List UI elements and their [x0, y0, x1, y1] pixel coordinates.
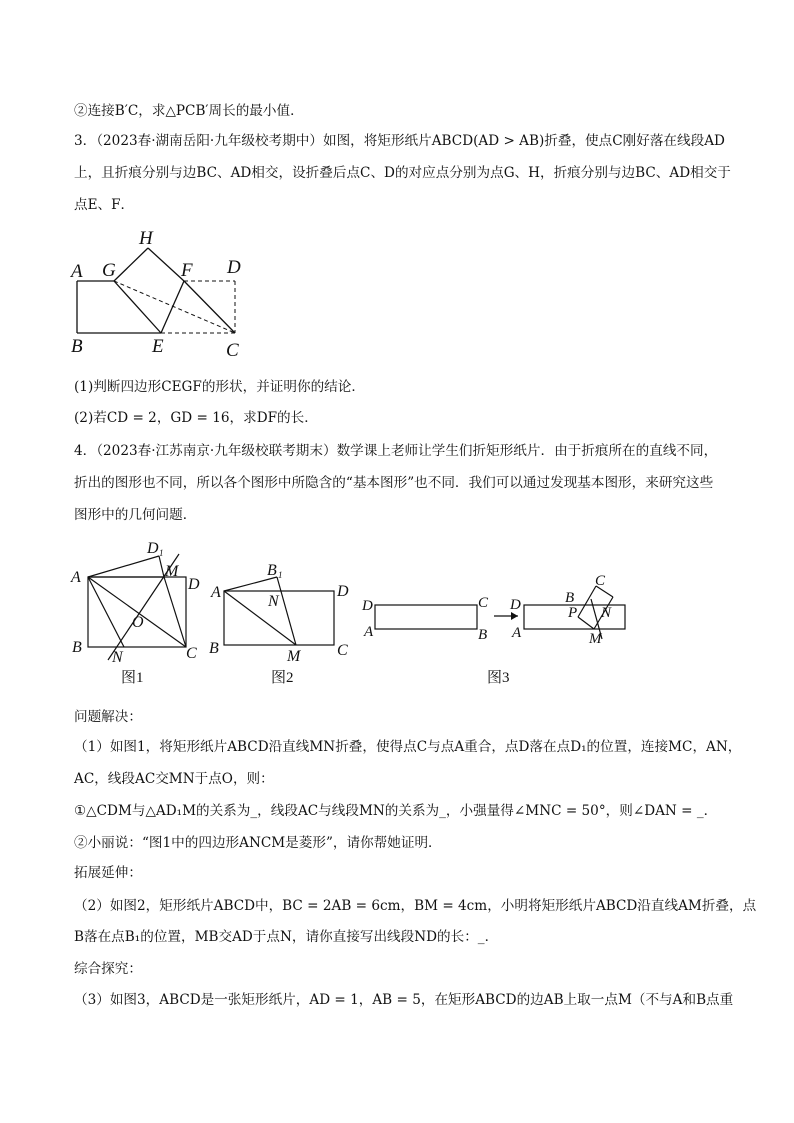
fig2-label-C: C [337, 642, 348, 659]
text-line-14: ②小丽说：“图1中的四边形ANCM是菱形”，请你帮她证明． [74, 835, 442, 851]
text-line-16: （2）如图2，矩形纸片ABCD中，BC = 2AB = 6cm，BM = 4cm，小明将矩形纸片ABCD沿直线AM折叠，点 [74, 898, 757, 914]
fig2-label-B: B [209, 640, 219, 657]
fig-q3-label-A: A [71, 261, 83, 282]
fig3-right-label-N: N [601, 605, 612, 621]
fig2-label-D: D [337, 583, 349, 600]
fig1-label-D1: D [147, 540, 159, 557]
fig2-caption: 图2 [271, 670, 294, 686]
fig1-label-M: M [165, 563, 179, 580]
fig1-label-C: C [186, 645, 197, 662]
text-line-6: (2)若CD = 2，GD = 16，求DF的长． [74, 410, 318, 426]
text-line-3: 上，且折痕分别与边BC、AD相交，设折叠后点C、D的对应点分别为点G、H，折痕分别与边BC、AD相交于 [74, 165, 731, 181]
fig3-right-label-C: C [595, 573, 606, 589]
fig1-label-B: B [72, 639, 82, 656]
text-line-1: ②连接B′C，求△PCB′周长的最小值． [74, 103, 304, 119]
fig2-label-B1-sub: 1 [278, 570, 283, 580]
fig-q3-label-C: C [226, 340, 239, 361]
fig1-label-D1-sub: 1 [159, 548, 164, 558]
figure-3 [355, 565, 645, 650]
figure-1 [66, 535, 216, 665]
fig3-caption: 图3 [487, 670, 510, 686]
text-line-13: ①△CDM与△AD₁M的关系为_，线段AC与线段MN的关系为_，小强量得∠MNC = 50°，则∠DAN = _． [74, 803, 718, 819]
text-line-19: （3）如图3，ABCD是一张矩形纸片，AD = 1，AB = 5，在矩形ABCD的边AB上取一点M（不与A和B点重 [74, 992, 734, 1008]
fig3-left-label-B: B [478, 627, 488, 643]
fig2-label-N: N [268, 593, 279, 610]
fig1-label-D: D [188, 576, 200, 593]
text-line-17: B落在点B₁的位置，MB交AD于点N，请你直接写出线段ND的长：_． [74, 929, 499, 945]
fig3-left-label-A: A [364, 624, 374, 640]
fig-q3-label-B: B [71, 336, 83, 357]
fig2-label-B1: B [267, 562, 277, 579]
fig3-right-label-P: P [568, 605, 578, 621]
text-line-2: 3．（2023春·湖南岳阳·九年级校考期中）如图，将矩形纸片ABCD(AD > AB)折叠，使点C刚好落在线段AD [74, 133, 725, 149]
text-line-8: 折出的图形也不同，所以各个图形中所隐含的“基本图形”也不同．我们可以通过发现基本图形，来研究这些 [74, 475, 714, 491]
fig1-label-A: A [71, 569, 81, 586]
fig3-right-label-D: D [510, 597, 521, 613]
fig1-label-N: N [112, 649, 123, 666]
fig2-label-M: M [287, 648, 301, 665]
text-line-11: （1）如图1，将矩形纸片ABCD沿直线MN折叠，使得点C与点A重合，点D落在点D₁的位置，连接MC，AN， [74, 739, 742, 755]
fig1-label-O: O [132, 614, 144, 631]
fig-q3-label-F: F [181, 260, 193, 281]
fig-q3-label-G: G [102, 260, 116, 281]
fig-q3-label-E: E [152, 336, 164, 357]
fig3-right-label-B: B [565, 590, 575, 606]
text-line-7: 4．（2023春·江苏南京·九年级校联考期末）数学课上老师让学生们折矩形纸片．由于折痕所在的直线不同， [74, 443, 718, 459]
fig-q3-label-H: H [139, 228, 153, 249]
text-line-5: (1)判断四边形CEGF的形状，并证明你的结论． [74, 379, 365, 395]
fig2-label-A: A [211, 584, 221, 601]
text-line-9: 图形中的几何问题． [74, 507, 197, 523]
text-line-10: 问题解决： [74, 709, 142, 725]
figure-2 [205, 555, 360, 665]
text-line-12: AC，线段AC交MN于点O，则： [74, 771, 274, 787]
text-line-15: 拓展延伸： [74, 865, 142, 881]
figure-q3 [66, 222, 256, 362]
text-line-18: 综合探究： [74, 961, 142, 977]
fig3-left-label-D: D [362, 598, 373, 614]
fig1-caption: 图1 [121, 670, 144, 686]
fig-q3-label-D: D [227, 257, 241, 278]
text-line-4: 点E、F． [74, 197, 135, 213]
fig3-right-label-A: A [512, 625, 522, 641]
fig3-right-label-M: M [589, 631, 602, 647]
fig3-left-label-C: C [478, 595, 489, 611]
